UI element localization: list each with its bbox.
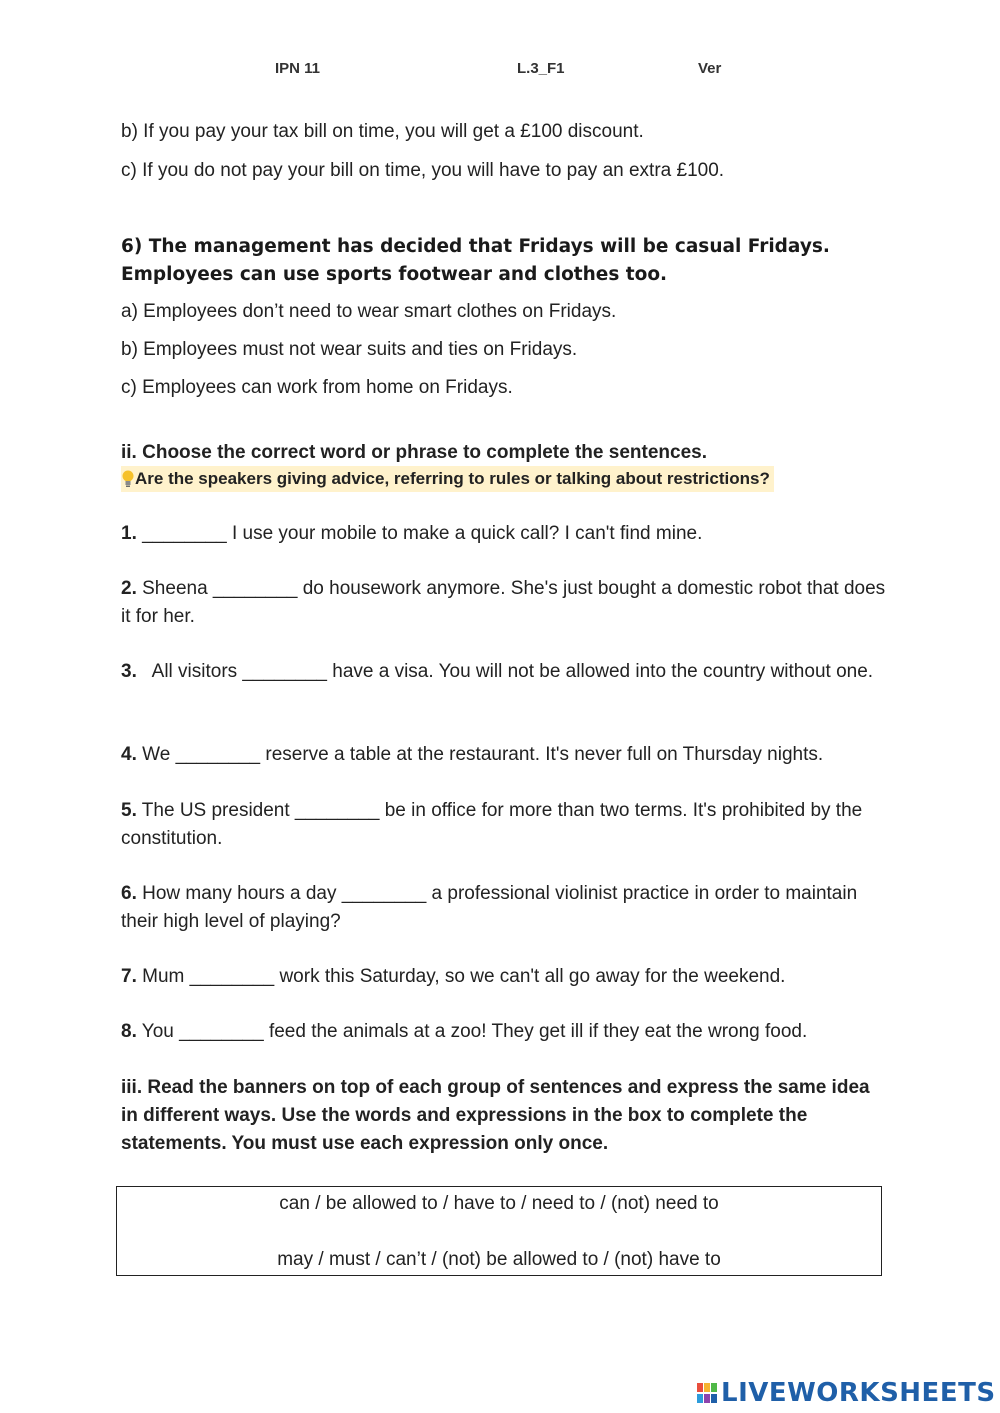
header-course: IPN 11 [275, 60, 321, 77]
item-number: 1. [121, 523, 137, 544]
item-text: All visitors ________ have a visa. You will not be allowed into the country without one. [136, 661, 874, 682]
item-text: We ________ reserve a table at the restaurant. It's never full on Thursday nights. [136, 744, 824, 765]
item-text: How many hours a day ________ a professional violinist practice in order to maintain their high level of playing? [121, 883, 858, 932]
list-item [121, 658, 886, 686]
item-number: 2. [121, 578, 137, 599]
q5-option-c: c) If you do not pay your bill on time, you will have to pay an extra £100. [121, 160, 725, 181]
item-text: ________ I use your mobile to make a quick call? I can't find mine. [136, 523, 703, 544]
list-item [121, 575, 886, 631]
item-text: Sheena ________ do housework anymore. She's just bought a domestic robot that does it for her. [121, 578, 886, 627]
item-text: Mum ________ work this Saturday, so we can't all go away for the weekend. [136, 966, 786, 987]
word-box-row-2: may / must / can’t / (not) be allowed to / (not) have to [277, 1249, 721, 1270]
section2-title: ii. Choose the correct word or phrase to complete the sentences. [121, 442, 707, 463]
q6-option-a: a) Employees don’t need to wear smart clothes on Fridays. [121, 301, 617, 322]
list-item [121, 880, 886, 936]
q6-prompt: 6) The management has decided that Fridays will be casual Fridays. Employees can use sports footwear and clothes too. [121, 236, 830, 285]
word-box-row-1: can / be allowed to / have to / need to / (not) need to [279, 1193, 719, 1214]
item-number: 6. [121, 883, 137, 904]
item-number: 3. [121, 661, 137, 682]
liveworksheets-logo-icon [697, 1382, 719, 1404]
q6-option-b: b) Employees must not wear suits and ties on Fridays. [121, 339, 578, 360]
list-item [121, 797, 886, 853]
header-version: Ver [698, 60, 722, 77]
item-number: 4. [121, 744, 137, 765]
list-item [121, 520, 886, 548]
item-number: 5. [121, 800, 137, 821]
header-code: L.3_F1 [517, 60, 565, 77]
list-item [121, 963, 886, 991]
word-box [116, 1186, 882, 1276]
section3-title: iii. Read the banners on top of each group of sentences and express the same idea in different ways. Use the words and expressions in the box to complete the statements. You must use each expression only once. [121, 1077, 870, 1154]
q6-option-c: c) Employees can work from home on Fridays. [121, 377, 513, 398]
item-number: 8. [121, 1021, 137, 1042]
list-item [121, 1018, 886, 1046]
liveworksheets-logo-text: LIVEWORKSHEETS [721, 1378, 996, 1408]
section2-hint [121, 466, 774, 492]
liveworksheets-logo [697, 1378, 996, 1408]
hint-text: Are the speakers giving advice, referring to rules or talking about restrictions? [135, 469, 770, 488]
q5-option-b: b) If you pay your tax bill on time, you will get a £100 discount. [121, 121, 644, 142]
item-text: The US president ________ be in office for more than two terms. It's prohibited by the constitution. [121, 800, 863, 849]
lightbulb-icon [121, 466, 135, 492]
item-number: 7. [121, 966, 137, 987]
item-text: You ________ feed the animals at a zoo! They get ill if they eat the wrong food. [136, 1021, 808, 1042]
list-item [121, 741, 886, 769]
